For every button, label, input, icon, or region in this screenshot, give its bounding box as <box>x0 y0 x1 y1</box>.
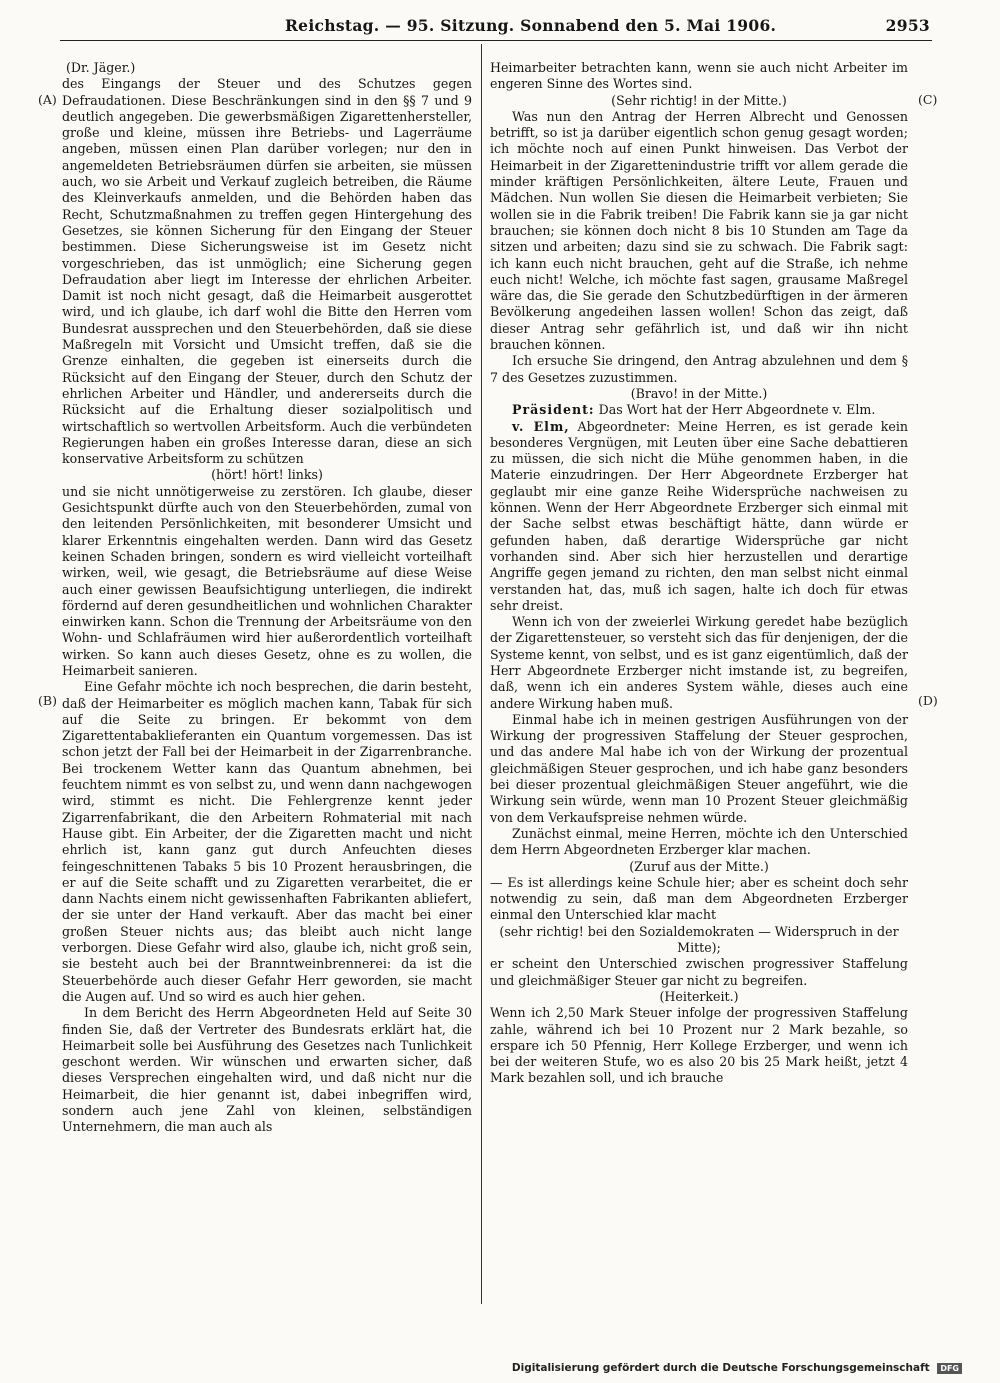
left-column <box>62 60 472 1136</box>
paragraph: Ich ersuche Sie dringend, den Antrag abzulehnen und dem § 7 des Gesetzes zuzustimmen. <box>490 353 908 385</box>
header-rule <box>60 40 932 41</box>
footer-text: Digitalisierung gefördert durch die Deutsche Forschungsgemeinschaft <box>511 1362 930 1374</box>
page-number: 2953 <box>885 16 930 35</box>
paragraph: und sie nicht unnötigerweise zu zerstören. Ich glaube, dieser Gesichtspunkt dürfte auch von den Steuerbehörden, zumal von den leitenden Persönlichkeiten, mit besonderer Umsicht und klarer Erkenntnis eingehalten werden. Dann wird das Gesetz keinen Schaden bringen, sondern es wird vielleicht vorteilhaft wirken, weil, wie gesagt, die Betriebsräume auf diese Weise auch einer gewissen Beaufsichtigung unterliegen, die indirekt fördernd auf deren gesundheitlichen und wohnlichen Charakter einwirken kann. Schon die Trennung der Arbeitsräume von den Wohn- und Schlafräumen wird hier außerordentlich vorteilhaft wirken. So kann auch dieses Gesetz, ohne es zu wollen, die Heimarbeit sanieren. <box>62 483 472 678</box>
paragraph: Was nun den Antrag der Herren Albrecht und Genossen betrifft, so ist ja darüber eigentlich schon genug gesagt worden; ich möchte noch auf einen Punkt hinweisen. Das Verbot der Heimarbeit in der Zigarettenindustrie trifft vor allem gerade die minder kräftigen Persönlichkeiten, ältere Leute, Frauen und Mädchen. Nun wollen Sie diesen die Heimarbeit verbieten; Sie wollen sie in die Fabrik treiben! Die Fabrik kann sie ja gar nicht brauchen; sie können doch nicht 8 bis 10 Stunden am Tage da sitzen und arbeiten; dazu sind sie zu schwach. Die Fabrik sagt: ich kann euch nicht brauchen, geht auf die Straße, ich nehme euch nicht! Welche, ich möchte fast sagen, grausame Maßregel wäre das, die Sie gerade den Schutzbedürftigen in der ärmeren Bevölkerung angedeihen lassen wollen! Schon das zeigt, daß dieser Antrag sehr gefährlich ist, und daß wir ihn nicht brauchen können. <box>490 108 908 353</box>
margin-mark-c: (C) <box>918 92 938 107</box>
paragraph: Wenn ich 2,50 Mark Steuer infolge der progressiven Staffelung zahle, während ich bei 10 Prozent nur 2 Mark bezahle, so erspare ich 50 Pfennig, Herr Kollege Erzberger, und wenn ich bei der weiteren Stufe, wo es also 20 bis 25 Mark heißt, jetzt 4 Mark bezahlen soll, und ich brauche <box>490 1005 908 1086</box>
paragraph: — Es ist allerdings keine Schule hier; aber es scheint doch sehr notwendig zu sein, daß man dem Abgeordneten Erzberger einmal den Unterschied klar macht <box>490 874 908 923</box>
footer-credit <box>512 1362 962 1374</box>
paragraph: Wenn ich von der zweierlei Wirkung geredet habe bezüglich der Zigarettensteuer, so versteht sich das für denjenigen, der die Systeme kennt, von selbst, und es ist ganz eigentümlich, daß der Herr Abgeordnete Erzberger nicht imstande ist, zu begreifen, daß, wenn ich ein anderes System wähle, dieses auch eine andere Wirkung haben muß. <box>490 614 908 711</box>
margin-mark-b: (B) <box>38 693 57 708</box>
speaker-name: Präsident: <box>512 402 595 418</box>
interjection: (Bravo! in der Mitte.) <box>630 385 768 401</box>
dfg-logo: DFG <box>937 1363 962 1374</box>
president-statement <box>490 402 908 418</box>
speaker-name: v. Elm, <box>512 418 570 434</box>
interjection: (Heiterkeit.) <box>659 988 739 1004</box>
speaker-name: (Dr. Jäger.) <box>66 60 136 75</box>
margin-mark-a: (A) <box>38 92 57 107</box>
margin-mark-d: (D) <box>918 693 938 708</box>
paragraph: er scheint den Unterschied zwischen progressiver Staffelung und gleichmäßiger Steuer gar nicht zu begreifen. <box>490 956 908 988</box>
paragraph: Heimarbeiter betrachten kann, wenn sie auch nicht Arbeiter im engeren Sinne des Wortes sind. <box>490 60 908 92</box>
paragraph: des Eingangs der Steuer und des Schutzes gegen Defraudationen. Diese Beschränkungen sind in den §§ 7 und 9 deutlich angegeben. Die gewerbsmäßigen Zigarettenhersteller, große und kleine, müssen ihre Betriebs- und Lagerräume angeben, müssen einen Plan darüber vorlegen; nur den in angemeldeten Betriebsräumen dürfen sie arbeiten, sie müssen auch, wo sie Arbeit und Verkauf zugleich betreiben, die Räume des Kleinverkaufs anmelden, und die Behörden haben das Recht, Schutzmaßnahmen zu treffen gegen Hintergehung des Gesetzes, sie können Sicherung für den Eingang der Steuer bestimmen. Diese Sicherungsweise ist im Gesetz nicht vorgeschrieben, das ist unmöglich; eine Sicherung gegen Defraudation aber liegt im Interesse der ehrlichen Arbeiter. Damit ist noch nicht gesagt, daß die Heimarbeit ausgerottet wird, und ich glaube, ich darf wohl die Bitte den Herren vom Bundesrat aussprechen und den Steuerbehörden, daß sie diese Maßregeln mit Vorsicht und Umsicht treffen, daß sie die Grenze einhalten, die gegeben ist einerseits durch die Rücksicht auf den Eingang der Steuer, durch den Schutz der ehrlichen Arbeiter und Händler, und andererseits durch die Rücksicht auf die Erhaltung dieser sozialpolitisch und wirtschaftlich so wertvollen Arbeitsform. Auch die verbündeten Regierungen haben ein großes Interesse daran, diese an sich konservative Arbeitsform zu schützen <box>62 76 472 467</box>
interjection: (hört! hört! links) <box>211 467 323 483</box>
paragraph: In dem Bericht des Herrn Abgeordneten Held auf Seite 30 finden Sie, daß der Vertreter des Bundesrats erklärt hat, die Heimarbeit solle bei Ausführung des Gesetzes nach Tunlichkeit geschont werden. Wir wünschen und erwarten sicher, daß dieses Versprechen eingehalten wird, und daß nicht nur die Heimarbeit, die hier genannt ist, dabei inbegriffen wird, sondern auch jene Zahl von kleinen, selbständigen Unternehmern, die man auch als <box>62 1005 472 1135</box>
interjection: (Zuruf aus der Mitte.) <box>629 858 769 874</box>
running-title: Reichstag. — 95. Sitzung. Sonnabend den 5. Mai 1906. <box>285 16 777 35</box>
speech-intro <box>490 419 908 615</box>
page-header <box>60 16 930 38</box>
interjection: (Sehr richtig! in der Mitte.) <box>611 92 787 108</box>
paragraph: Einmal habe ich in meinen gestrigen Ausführungen von der Wirkung der progressiven Staffelung der Steuer gesprochen, und das andere Mal habe ich von der Wirkung der prozentual gleichmäßigen Steuer gesprochen, und ich habe ganz besonders bei dieser prozentual gleichmäßigen Steuer angeführt, wie die Wirkung sein würde, wenn man 10 Prozent Steuer gleichmäßig von dem Verkaufspreise nehmen würde. <box>490 711 908 825</box>
paragraph: Zunächst einmal, meine Herren, möchte ich den Unterschied dem Herrn Abgeordneten Erzberger klar machen. <box>490 825 908 858</box>
column-divider <box>481 44 482 1304</box>
statement-text: Abgeordneter: Meine Herren, es ist gerade kein besonderes Vergnügen, mit Leuten über eine Sache debattieren zu müssen, die sich nicht die Mühe genommen haben, in die Materie einzudringen. Der Herr Abgeordnete Erzberger hat geglaubt mir eine ganze Reihe Widersprüche nachweisen zu können. Wenn der Herr Abgeordnete Erzberger sich einmal mit der Sache selbst etwas beschäftigt hätte, dann würde er gefunden haben, daß derartige Widersprüche gar nicht vorhanden sind. Aber sich hier herzustellen und derartige Angriffe gegen jemand zu richten, den man selbst nicht einmal verstanden hat, das, muß ich sagen, halte ich doch für etwas sehr dreist. <box>490 418 908 613</box>
right-column <box>490 60 908 1087</box>
interjection: (sehr richtig! bei den Sozialdemokraten — Widerspruch in der Mitte); <box>499 923 899 956</box>
paragraph: Eine Gefahr möchte ich noch besprechen, die darin besteht, daß der Heimarbeiter es möglich machen kann, Tabak für sich auf die Seite zu bringen. Er bekommt von dem Zigarettentabaklieferanten ein Quantum vorgemessen. Das ist schon jetzt der Fall bei der Heimarbeit in der Zigarrenbranche. Bei trockenem Wetter kann das Quantum abnehmen, bei feuchtem nimmt es von selbst zu, und wenn dann nachgewogen wird, stimmt es nicht. Die Fehlergrenze kennt jeder Zigarrenfabrikant, die den Arbeitern Rohmaterial mit nach Hause gibt. Ein Arbeiter, der die Zigaretten macht und nicht ehrlich ist, kann ganz gut durch Anfeuchten dieses feingeschnittenen Tabaks 5 bis 10 Prozent herausbringen, die er auf die Seite schafft und zu Zigaretten verarbeitet, die er dann Nachts einem nicht gewissenhaften Fabrikanten abliefert, der sie unter der Hand verkauft. Aber das macht bei einer großen Steuer nichts aus; das bleibt auch nicht lange verborgen. Diese Gefahr wird also, glaube ich, nicht groß sein, sie besteht auch bei der Branntweinbrennerei: da ist die Steuerbehörde auch dieser Gefahr Herr geworden, sie macht die Augen auf. Und so wird es auch hier gehen. <box>62 679 472 1004</box>
statement-text: Das Wort hat der Herr Abgeordnete v. Elm. <box>598 402 876 418</box>
